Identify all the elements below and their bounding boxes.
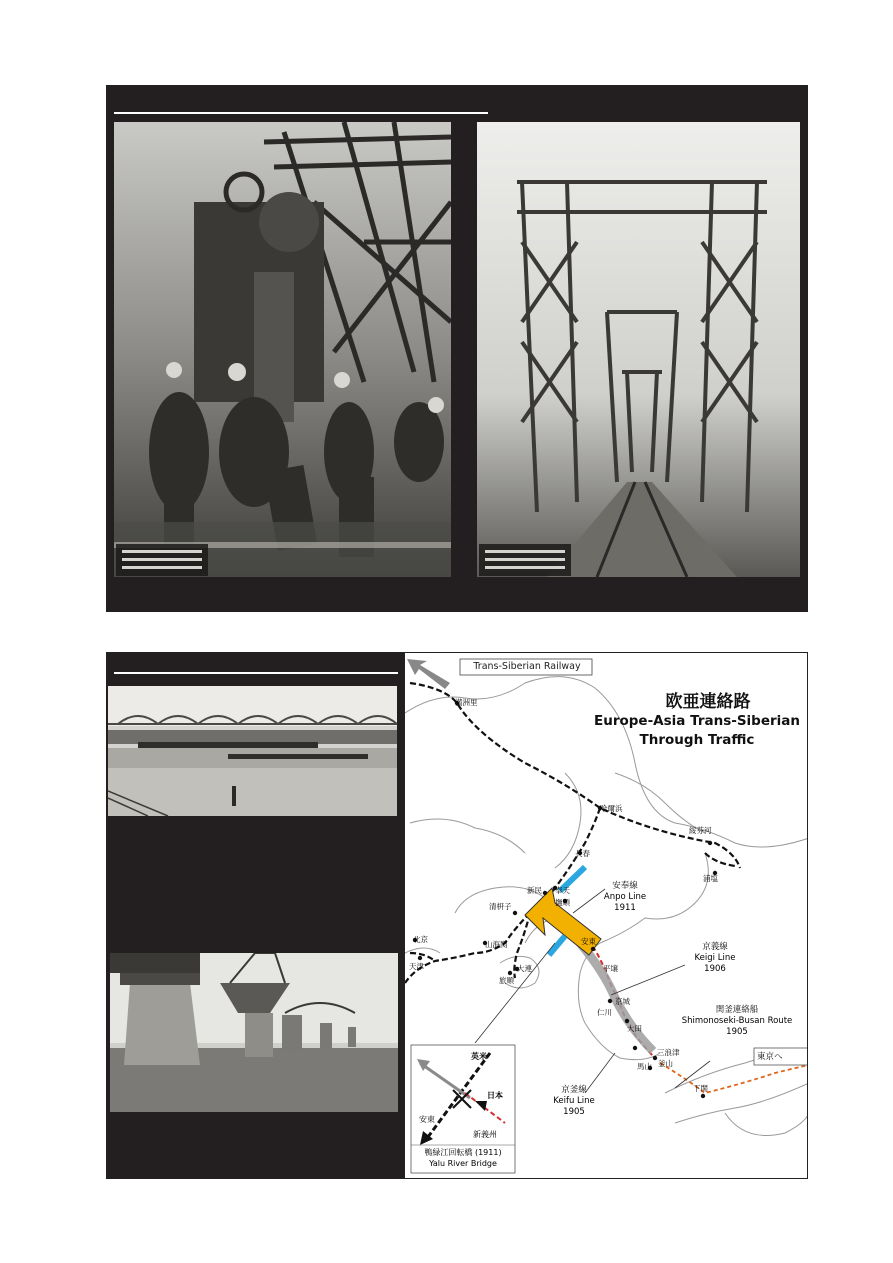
keifu-line-year: 1905 bbox=[563, 1107, 585, 1117]
keigi-line-label bbox=[685, 942, 745, 975]
keigi-line-ja: 京義線 bbox=[702, 942, 728, 952]
city-harbin: 哈爾浜 bbox=[600, 804, 623, 813]
inset-caption bbox=[411, 1147, 515, 1169]
city-sanrojin: 三浪津 bbox=[657, 1048, 680, 1057]
city-shimonoseki: 下関 bbox=[693, 1084, 708, 1093]
city-andong: 安東 bbox=[581, 937, 596, 946]
keifu-line-ja: 京釜線 bbox=[561, 1085, 587, 1095]
top-photo-panel bbox=[106, 85, 808, 612]
city-manzhouli: 満洲里 bbox=[455, 698, 478, 707]
city-suifenhe: 綏芬河 bbox=[689, 826, 712, 835]
railway-map bbox=[404, 652, 808, 1179]
map-title-en-2: Through Traffic bbox=[639, 732, 755, 748]
inset-caption-en: Yalu River Bridge bbox=[429, 1159, 497, 1168]
inset-eibei-label: 英米 bbox=[471, 1052, 487, 1061]
inset-andong-label: 安東 bbox=[419, 1115, 435, 1124]
anpo-line-en: Anpo Line bbox=[603, 892, 647, 902]
trans-siberian-label: Trans-Siberian Railway bbox=[473, 661, 581, 672]
kanpu-ferry-year: 1905 bbox=[726, 1027, 748, 1037]
map-title-en-1: Europe-Asia Trans-Siberian bbox=[593, 713, 801, 729]
city-masan: 馬山 bbox=[637, 1062, 652, 1071]
photo-bridge-crowd bbox=[108, 686, 397, 816]
city-pyongyang: 平壌 bbox=[603, 964, 618, 973]
anpo-line-label bbox=[600, 881, 650, 914]
city-tianjin: 天津 bbox=[409, 962, 424, 971]
kanpu-ferry-en: Shimonoseki-Busan Route bbox=[681, 1016, 793, 1026]
city-vladivostok: 浦塩 bbox=[703, 874, 718, 883]
city-dairen: 大連 bbox=[517, 964, 532, 973]
city-qinggangzi: 清枅子 bbox=[489, 902, 512, 911]
keifu-line-label bbox=[545, 1085, 603, 1118]
city-changchun: 長春 bbox=[575, 849, 590, 858]
kanpu-ferry-ja: 関釜連絡船 bbox=[715, 1005, 759, 1015]
city-shanhaiguan: 山海関 bbox=[485, 940, 508, 949]
city-ryojun: 旅順 bbox=[499, 976, 514, 985]
inset-caption-ja: 鴨緑江回転橋 (1911) bbox=[424, 1148, 502, 1157]
anpo-line-year: 1911 bbox=[614, 903, 636, 913]
photo-bridge-construction bbox=[477, 122, 800, 577]
kanpu-ferry-label bbox=[667, 1005, 807, 1038]
bottom-panel-rule bbox=[114, 672, 398, 674]
inset-nippon-label: 日本 bbox=[487, 1091, 503, 1100]
city-keijo: 京城 bbox=[615, 997, 630, 1006]
top-panel-rule bbox=[114, 112, 488, 114]
city-fushun: 撫順 bbox=[555, 898, 570, 907]
city-fuzan: 釜山 bbox=[658, 1059, 673, 1068]
city-xinmin: 新民 bbox=[527, 886, 542, 895]
city-taiden: 大田 bbox=[627, 1024, 642, 1033]
keifu-line-en: Keifu Line bbox=[553, 1096, 595, 1106]
inset-shingishu-label: 新義州 bbox=[473, 1130, 497, 1139]
anpo-line-ja: 安奉線 bbox=[612, 881, 638, 891]
tokyo-direction-label: 東京へ bbox=[757, 1052, 783, 1062]
map-title-ja: 欧亜連絡路 bbox=[665, 692, 751, 712]
city-fengtian: 奉天 bbox=[555, 886, 570, 895]
photo-bridge-piers bbox=[110, 953, 398, 1112]
keigi-line-en: Keigi Line bbox=[694, 953, 736, 963]
photo-workers-machinery bbox=[114, 122, 451, 577]
city-beijing: 北京 bbox=[413, 935, 428, 944]
city-jinsen: 仁川 bbox=[597, 1008, 612, 1017]
keigi-line-year: 1906 bbox=[704, 964, 726, 974]
